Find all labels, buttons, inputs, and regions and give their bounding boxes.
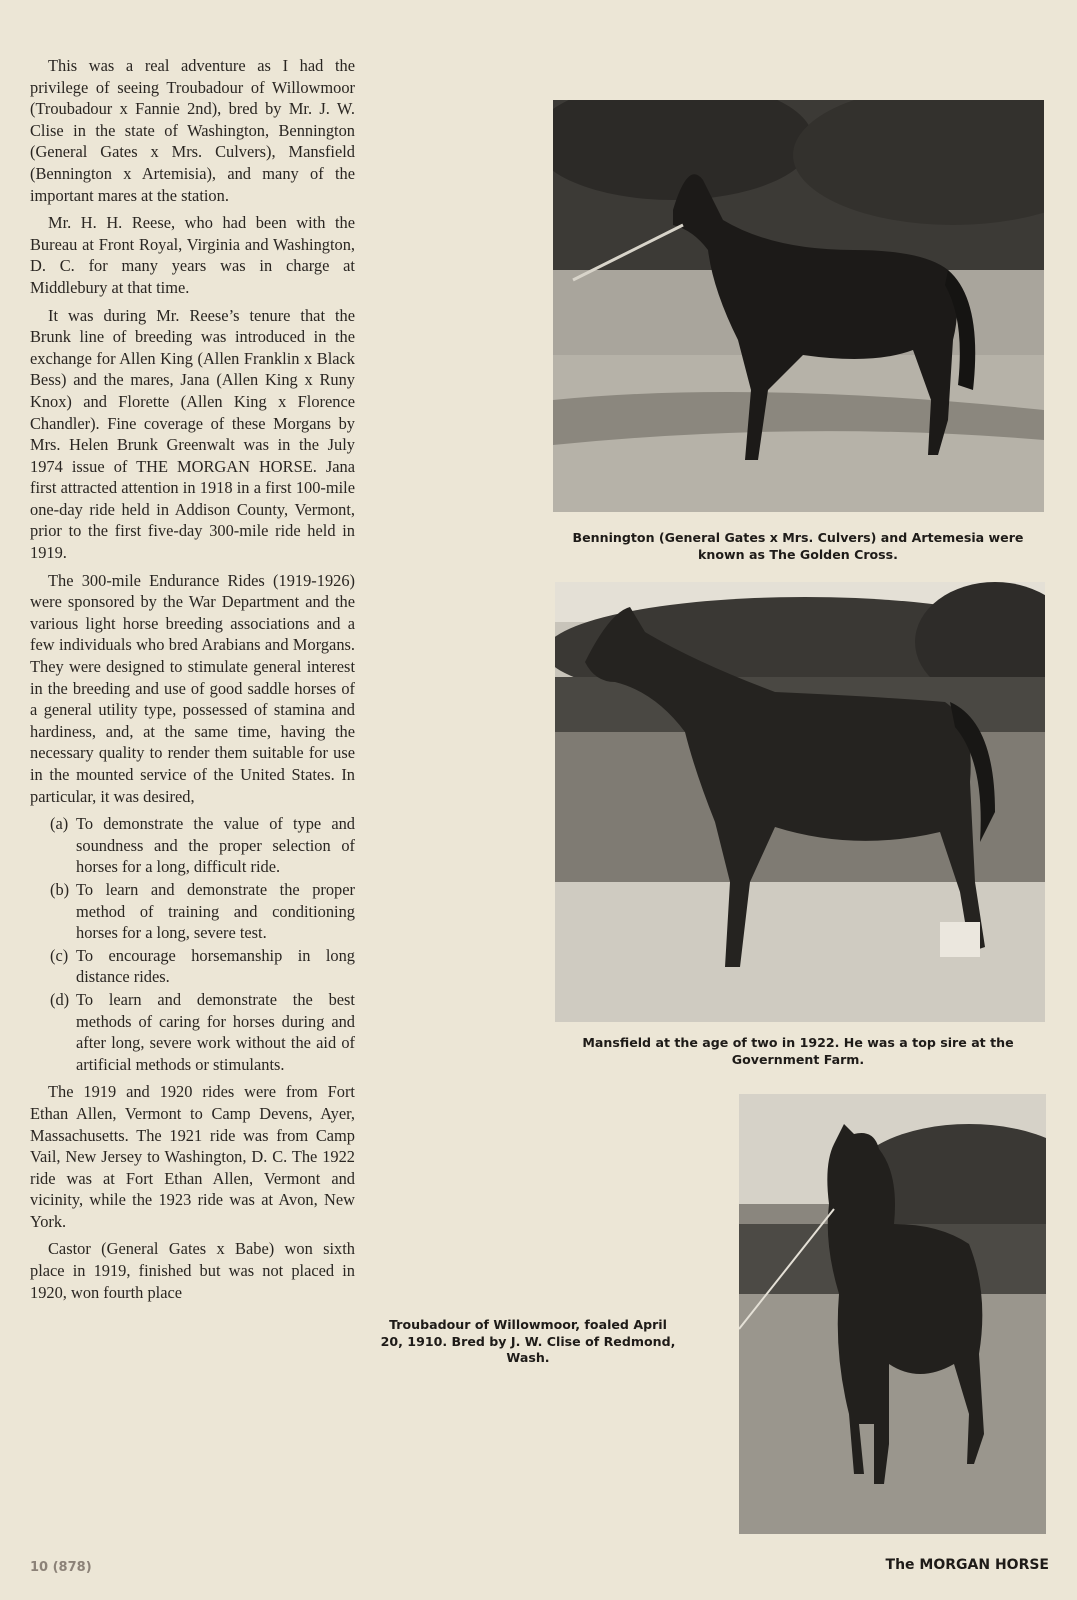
list-item: [30, 945, 355, 988]
horse-photo-illustration: [739, 1094, 1046, 1534]
list-marker: (c): [50, 945, 69, 965]
list-text: To encourage horsemanship in long distance rides.: [76, 945, 355, 987]
mansfield-photo: [555, 582, 1045, 1022]
bennington-caption: Bennington (General Gates x Mrs. Culvers) and Artemesia were known as The Golden Cross.: [572, 530, 1024, 562]
paragraph-1: This was a real adventure as I had the privilege of seeing Troubadour of Willowmoor (Troubadour x Fannie 2nd), bred by Mr. J. W. Clise in the state of Washington, Bennington (General Gates x Mrs. Culvers), Mansfield (Bennington x Artemisia), and many of the important mares at the station.: [30, 56, 355, 205]
magazine-title: The MORGAN HORSE: [885, 1557, 1049, 1573]
page-number: 10 (878): [30, 1560, 92, 1575]
paragraph-2: Mr. H. H. Reese, who had been with the Bureau at Front Royal, Virginia and Washington, D. C. for many years was in charge at Middlebury at that time.: [30, 213, 355, 297]
horse-photo-illustration: [553, 100, 1044, 512]
objectives-list: [30, 813, 355, 1075]
bennington-photo: [553, 100, 1044, 512]
troubadour-photo: [739, 1094, 1046, 1534]
list-text: To learn and demonstrate the proper method of training and conditioning horses for a long, severe test.: [76, 879, 355, 943]
list-marker: (b): [50, 879, 70, 899]
article-column: [30, 55, 355, 1309]
list-item: [30, 879, 355, 944]
list-item: [30, 989, 355, 1075]
list-item: [30, 813, 355, 878]
list-marker: (a): [50, 814, 69, 834]
paragraph-4: The 300-mile Endurance Rides (1919-1926) were sponsored by the War Department and the various light horse breeding associations and a few individuals who bred Arabians and Morgans. They were designed to stimulate general interest in the breeding and use of good saddle horses of a general utility type, possessed of stamina and hardiness, and, at the same time, having the necessary quality to render them suitable for use in the mounted service of the United States. In particular, it was desired,: [30, 570, 355, 806]
horse-photo-illustration: [555, 582, 1045, 1022]
paragraph-5: The 1919 and 1920 rides were from Fort Ethan Allen, Vermont to Camp Devens, Ayer, Massachusetts. The 1921 ride was from Camp Vail, New Jersey to Washington, D. C. The 1922 ride was at Fort Ethan Allen, Vermont and vicinity, while the 1923 ride was at Avon, New York.: [30, 1082, 355, 1231]
paragraph-6: Castor (General Gates x Babe) won sixth place in 1919, finished but was not placed in 1920, won fourth place: [30, 1239, 355, 1302]
mansfield-caption: Mansfield at the age of two in 1922. He was a top sire at the Government Farm.: [582, 1035, 1014, 1067]
troubadour-caption: Troubadour of Willowmoor, foaled April 20, 1910. Bred by J. W. Clise of Redmond, Wash.: [380, 1317, 676, 1365]
list-text: To learn and demonstrate the best methods of caring for horses during and after long, severe work without the aid of artificial methods or stimulants.: [76, 989, 355, 1074]
list-text: To demonstrate the value of type and soundness and the proper selection of horses for a long, difficult ride.: [76, 814, 355, 877]
paragraph-3: It was during Mr. Reese’s tenure that the Brunk line of breeding was introduced in the exchange for Allen King (Allen Franklin x Black Bess) and the mares, Jana (Allen King x Runy Knox) and Florette (Allen King x Florence Chandler). Fine coverage of these Morgans by Mrs. Helen Brunk Greenwalt was in the July 1974 issue of THE MORGAN HORSE. Jana first attracted attention in 1918 in a first 100-mile one-day ride held in Addison County, Vermont, prior to the first five-day 300-mile ride held in 1919.: [30, 305, 355, 563]
list-marker: (d): [50, 989, 70, 1009]
